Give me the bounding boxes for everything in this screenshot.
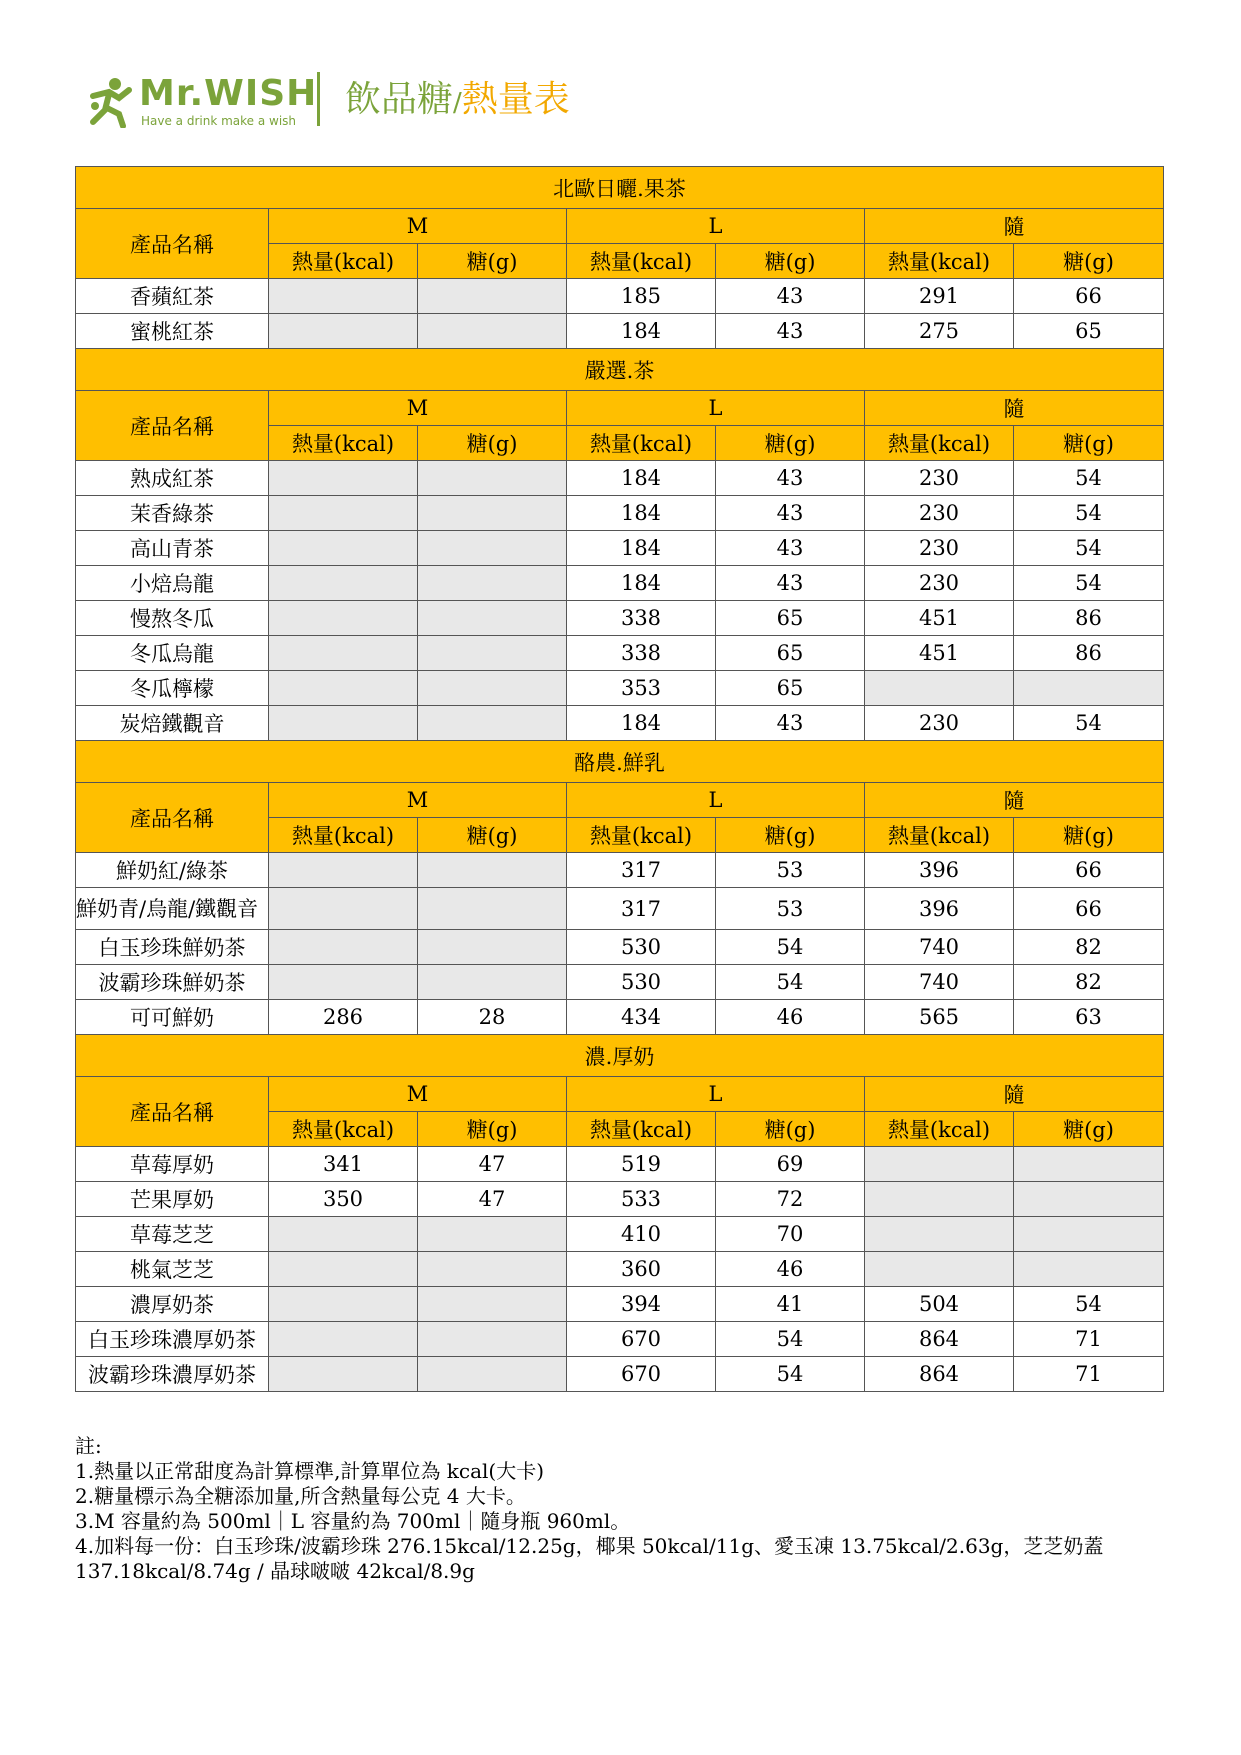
size-m-header: M <box>269 1077 567 1112</box>
size-header-row <box>76 1077 1164 1112</box>
kcal-value: 286 <box>269 1000 418 1035</box>
kcal-header: 熱量(kcal) <box>269 244 418 279</box>
kcal-header: 熱量(kcal) <box>865 244 1014 279</box>
table-row <box>76 1147 1164 1182</box>
sugar-value <box>418 279 567 314</box>
kcal-value: 184 <box>567 706 716 741</box>
kcal-value <box>269 461 418 496</box>
sugar-header: 糖(g) <box>716 818 865 853</box>
kcal-value <box>269 965 418 1000</box>
kcal-value <box>269 1287 418 1322</box>
title-part1: 飲品糖 <box>345 79 454 120</box>
size-m-header: M <box>269 783 567 818</box>
sugar-value: 65 <box>716 636 865 671</box>
section-title-row <box>76 741 1164 783</box>
sugar-value: 54 <box>716 965 865 1000</box>
kcal-value: 360 <box>567 1252 716 1287</box>
product-name: 熟成紅茶 <box>76 461 269 496</box>
kcal-value: 396 <box>865 853 1014 888</box>
sugar-header: 糖(g) <box>1014 1112 1164 1147</box>
kcal-value: 317 <box>567 888 716 930</box>
sugar-value: 43 <box>716 496 865 531</box>
product-name: 白玉珍珠濃厚奶茶 <box>76 1322 269 1357</box>
kcal-header: 熱量(kcal) <box>269 426 418 461</box>
size-bottle-header: 隨 <box>865 783 1164 818</box>
sugar-header: 糖(g) <box>1014 426 1164 461</box>
kcal-value: 230 <box>865 496 1014 531</box>
section-title-row <box>76 167 1164 209</box>
table-row <box>76 853 1164 888</box>
sugar-value: 43 <box>716 706 865 741</box>
product-name: 芒果厚奶 <box>76 1182 269 1217</box>
product-name: 可可鮮奶 <box>76 1000 269 1035</box>
kcal-value: 184 <box>567 496 716 531</box>
kcal-header: 熱量(kcal) <box>567 426 716 461</box>
sugar-value <box>1014 1252 1164 1287</box>
nutrition-table <box>75 166 1164 1392</box>
sugar-value: 82 <box>1014 930 1164 965</box>
table-row <box>76 965 1164 1000</box>
product-name: 小焙烏龍 <box>76 566 269 601</box>
product-name: 白玉珍珠鮮奶茶 <box>76 930 269 965</box>
kcal-value: 184 <box>567 566 716 601</box>
table-row <box>76 1287 1164 1322</box>
size-l-header: L <box>567 1077 865 1112</box>
size-bottle-header: 隨 <box>865 391 1164 426</box>
kcal-value <box>269 601 418 636</box>
kcal-value: 230 <box>865 566 1014 601</box>
kcal-header: 熱量(kcal) <box>567 818 716 853</box>
sugar-value <box>418 1287 567 1322</box>
sugar-value: 46 <box>716 1000 865 1035</box>
sugar-header: 糖(g) <box>716 426 865 461</box>
sugar-value <box>418 314 567 349</box>
kcal-value: 184 <box>567 531 716 566</box>
size-bottle-header: 隨 <box>865 209 1164 244</box>
sugar-value: 82 <box>1014 965 1164 1000</box>
sugar-value <box>418 496 567 531</box>
sugar-value: 86 <box>1014 601 1164 636</box>
sugar-value: 46 <box>716 1252 865 1287</box>
table-row <box>76 671 1164 706</box>
sugar-value: 47 <box>418 1147 567 1182</box>
product-name: 鮮奶青/烏龍/鐵觀音 <box>76 888 269 930</box>
sugar-value: 28 <box>418 1000 567 1035</box>
title-part2: 熱量表 <box>461 79 570 120</box>
sugar-value: 43 <box>716 461 865 496</box>
note-line: 3.M 容量約為 500ml｜L 容量約為 700ml｜隨身瓶 960ml。 <box>75 1509 631 1533</box>
kcal-value: 519 <box>567 1147 716 1182</box>
product-name: 桃氣芝芝 <box>76 1252 269 1287</box>
table-row <box>76 531 1164 566</box>
table-row <box>76 566 1164 601</box>
section-title-row <box>76 1035 1164 1077</box>
kcal-value: 394 <box>567 1287 716 1322</box>
sugar-header: 糖(g) <box>1014 244 1164 279</box>
kcal-value: 451 <box>865 601 1014 636</box>
sugar-header: 糖(g) <box>418 244 567 279</box>
sugar-value: 43 <box>716 531 865 566</box>
sugar-value: 54 <box>1014 1287 1164 1322</box>
product-name: 蜜桃紅茶 <box>76 314 269 349</box>
table-row <box>76 1252 1164 1287</box>
sugar-header: 糖(g) <box>1014 818 1164 853</box>
kcal-value: 740 <box>865 965 1014 1000</box>
product-name-header: 產品名稱 <box>76 391 269 461</box>
product-name-header: 產品名稱 <box>76 1077 269 1147</box>
sugar-value: 54 <box>716 930 865 965</box>
table-row <box>76 888 1164 930</box>
size-header-row <box>76 209 1164 244</box>
kcal-header: 熱量(kcal) <box>567 244 716 279</box>
size-l-header: L <box>567 783 865 818</box>
sugar-value: 71 <box>1014 1322 1164 1357</box>
kcal-value <box>269 706 418 741</box>
sugar-value: 54 <box>1014 706 1164 741</box>
kcal-value: 864 <box>865 1322 1014 1357</box>
size-l-header: L <box>567 209 865 244</box>
sugar-value: 65 <box>716 671 865 706</box>
table-row <box>76 930 1164 965</box>
kcal-value <box>269 279 418 314</box>
kcal-value: 184 <box>567 314 716 349</box>
kcal-value: 341 <box>269 1147 418 1182</box>
size-header-row <box>76 783 1164 818</box>
sugar-value <box>1014 1182 1164 1217</box>
kcal-value <box>269 1322 418 1357</box>
sugar-value <box>418 1357 567 1392</box>
product-name-header: 產品名稱 <box>76 783 269 853</box>
kcal-value <box>865 1217 1014 1252</box>
table-row <box>76 1357 1164 1392</box>
notes-heading: 註: <box>75 1434 102 1458</box>
table-row <box>76 496 1164 531</box>
brand-name: Mr.WISH <box>139 73 318 114</box>
product-name: 冬瓜烏龍 <box>76 636 269 671</box>
table-row <box>76 1182 1164 1217</box>
sugar-value <box>418 1252 567 1287</box>
running-figure-icon <box>85 76 135 128</box>
table-row <box>76 1322 1164 1357</box>
sugar-value: 86 <box>1014 636 1164 671</box>
sugar-header: 糖(g) <box>418 426 567 461</box>
sugar-value <box>418 671 567 706</box>
kcal-value <box>865 1252 1014 1287</box>
kcal-value: 184 <box>567 461 716 496</box>
product-name: 香蘋紅茶 <box>76 279 269 314</box>
kcal-value <box>269 930 418 965</box>
sugar-value <box>1014 1217 1164 1252</box>
sugar-value <box>418 888 567 930</box>
kcal-value: 317 <box>567 853 716 888</box>
header-divider <box>317 72 320 126</box>
sugar-value <box>1014 1147 1164 1182</box>
kcal-value <box>269 496 418 531</box>
kcal-value <box>269 531 418 566</box>
product-name: 草莓芝芝 <box>76 1217 269 1252</box>
sugar-value: 53 <box>716 853 865 888</box>
kcal-value: 353 <box>567 671 716 706</box>
sugar-value <box>418 566 567 601</box>
table-row <box>76 314 1164 349</box>
sugar-value: 43 <box>716 566 865 601</box>
sugar-value: 72 <box>716 1182 865 1217</box>
kcal-value: 338 <box>567 636 716 671</box>
kcal-value: 338 <box>567 601 716 636</box>
page-title <box>345 78 570 125</box>
kcal-value <box>269 314 418 349</box>
section-title: 嚴選.茶 <box>76 349 1164 391</box>
kcal-value: 864 <box>865 1357 1014 1392</box>
kcal-value: 530 <box>567 965 716 1000</box>
sugar-value <box>418 853 567 888</box>
kcal-header: 熱量(kcal) <box>865 426 1014 461</box>
sugar-value: 54 <box>1014 461 1164 496</box>
size-l-header: L <box>567 391 865 426</box>
sugar-value <box>418 1217 567 1252</box>
product-name: 鮮奶紅/綠茶 <box>76 853 269 888</box>
sugar-value: 66 <box>1014 853 1164 888</box>
table-row <box>76 636 1164 671</box>
product-name: 草莓厚奶 <box>76 1147 269 1182</box>
sugar-value <box>418 930 567 965</box>
sugar-value: 54 <box>716 1357 865 1392</box>
kcal-value: 230 <box>865 706 1014 741</box>
kcal-value <box>269 853 418 888</box>
sugar-value: 65 <box>716 601 865 636</box>
sugar-header: 糖(g) <box>716 244 865 279</box>
section-title: 酪農.鮮乳 <box>76 741 1164 783</box>
sugar-value: 54 <box>1014 566 1164 601</box>
section-title: 濃.厚奶 <box>76 1035 1164 1077</box>
sugar-value: 47 <box>418 1182 567 1217</box>
kcal-value: 670 <box>567 1322 716 1357</box>
sugar-header: 糖(g) <box>716 1112 865 1147</box>
section-title: 北歐日曬.果茶 <box>76 167 1164 209</box>
kcal-header: 熱量(kcal) <box>865 1112 1014 1147</box>
page-header <box>85 72 785 132</box>
sugar-value: 54 <box>1014 496 1164 531</box>
kcal-value: 530 <box>567 930 716 965</box>
brand-tagline: Have a drink make a wish <box>141 114 297 128</box>
kcal-value <box>269 1252 418 1287</box>
kcal-header: 熱量(kcal) <box>269 818 418 853</box>
product-name: 濃厚奶茶 <box>76 1287 269 1322</box>
size-bottle-header: 隨 <box>865 1077 1164 1112</box>
title-separator: / <box>453 88 462 118</box>
sugar-value: 71 <box>1014 1357 1164 1392</box>
kcal-value: 291 <box>865 279 1014 314</box>
note-line: 4.加料每一份：白玉珍珠/波霸珍珠 276.15kcal/12.25g，椰果 50kcal/11g、愛玉凍 13.75kcal/2.63g，芝芝奶蓋 137.18kcal/8.74g / 晶球啵啵 42kcal/8.9g <box>75 1534 1104 1583</box>
sugar-value <box>1014 671 1164 706</box>
product-name: 慢熬冬瓜 <box>76 601 269 636</box>
product-name: 茉香綠茶 <box>76 496 269 531</box>
kcal-value: 670 <box>567 1357 716 1392</box>
sugar-value: 66 <box>1014 888 1164 930</box>
kcal-value: 451 <box>865 636 1014 671</box>
sugar-header: 糖(g) <box>418 1112 567 1147</box>
size-m-header: M <box>269 209 567 244</box>
sugar-value <box>418 706 567 741</box>
sugar-value: 66 <box>1014 279 1164 314</box>
kcal-value <box>269 636 418 671</box>
sugar-value: 54 <box>716 1322 865 1357</box>
kcal-value: 350 <box>269 1182 418 1217</box>
kcal-value: 230 <box>865 461 1014 496</box>
size-m-header: M <box>269 391 567 426</box>
sugar-value: 69 <box>716 1147 865 1182</box>
size-header-row <box>76 391 1164 426</box>
table-row <box>76 706 1164 741</box>
kcal-value <box>269 1357 418 1392</box>
sugar-value: 53 <box>716 888 865 930</box>
sugar-value <box>418 461 567 496</box>
kcal-header: 熱量(kcal) <box>269 1112 418 1147</box>
product-name: 高山青茶 <box>76 531 269 566</box>
sugar-value: 65 <box>1014 314 1164 349</box>
kcal-value <box>865 671 1014 706</box>
sugar-value: 43 <box>716 314 865 349</box>
table-row <box>76 461 1164 496</box>
sugar-value <box>418 601 567 636</box>
note-line: 1.熱量以正常甜度為計算標準,計算單位為 kcal(大卡) <box>75 1459 545 1483</box>
kcal-value: 565 <box>865 1000 1014 1035</box>
sugar-value <box>418 1322 567 1357</box>
kcal-header: 熱量(kcal) <box>567 1112 716 1147</box>
note-line: 2.糖量標示為全糖添加量,所含熱量每公克 4 大卡。 <box>75 1484 526 1508</box>
kcal-value: 504 <box>865 1287 1014 1322</box>
sugar-value: 63 <box>1014 1000 1164 1035</box>
kcal-value <box>269 671 418 706</box>
kcal-value <box>269 888 418 930</box>
sugar-header: 糖(g) <box>418 818 567 853</box>
sugar-value: 70 <box>716 1217 865 1252</box>
product-name: 冬瓜檸檬 <box>76 671 269 706</box>
product-name: 炭焙鐵觀音 <box>76 706 269 741</box>
product-name: 波霸珍珠鮮奶茶 <box>76 965 269 1000</box>
kcal-value: 533 <box>567 1182 716 1217</box>
kcal-value: 410 <box>567 1217 716 1252</box>
kcal-value <box>269 566 418 601</box>
sugar-value <box>418 965 567 1000</box>
kcal-value <box>865 1147 1014 1182</box>
table-row <box>76 601 1164 636</box>
product-name-header: 產品名稱 <box>76 209 269 279</box>
table-row <box>76 1000 1164 1035</box>
kcal-header: 熱量(kcal) <box>865 818 1014 853</box>
kcal-value: 185 <box>567 279 716 314</box>
kcal-value: 396 <box>865 888 1014 930</box>
table-row <box>76 279 1164 314</box>
sugar-value <box>418 636 567 671</box>
sugar-value <box>418 531 567 566</box>
kcal-value: 275 <box>865 314 1014 349</box>
sugar-value: 54 <box>1014 531 1164 566</box>
product-name: 波霸珍珠濃厚奶茶 <box>76 1357 269 1392</box>
kcal-value: 230 <box>865 531 1014 566</box>
table-row <box>76 1217 1164 1252</box>
sugar-value: 41 <box>716 1287 865 1322</box>
kcal-value <box>865 1182 1014 1217</box>
notes <box>75 1434 1175 1584</box>
kcal-value <box>269 1217 418 1252</box>
section-title-row <box>76 349 1164 391</box>
kcal-value: 740 <box>865 930 1014 965</box>
kcal-value: 434 <box>567 1000 716 1035</box>
sugar-value: 43 <box>716 279 865 314</box>
